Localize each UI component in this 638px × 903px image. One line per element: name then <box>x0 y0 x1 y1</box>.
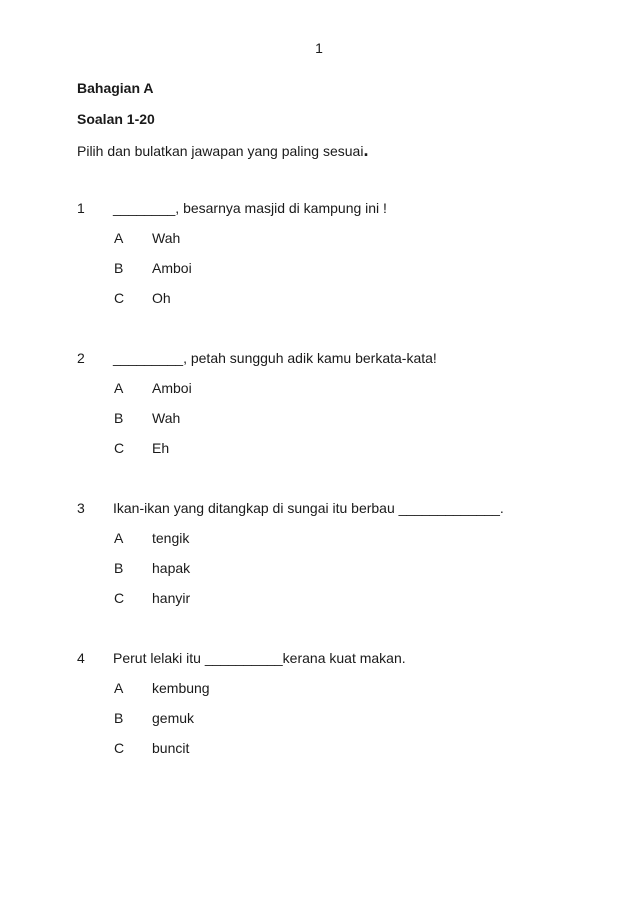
question-text: ________, besarnya masjid di kampung ini ! <box>113 200 387 216</box>
option-c[interactable] <box>77 290 557 310</box>
instruction-text: Pilih dan bulatkan jawapan yang paling sesuai <box>77 143 364 159</box>
question-3 <box>77 500 557 610</box>
option-text: Oh <box>152 290 171 306</box>
option-text: Eh <box>152 440 170 456</box>
option-letter: C <box>114 740 125 756</box>
question-number: 1 <box>77 200 85 216</box>
option-text: Amboi <box>152 380 192 396</box>
question-number: 2 <box>77 350 85 366</box>
option-a[interactable] <box>77 230 557 250</box>
question-text: Perut lelaki itu __________kerana kuat makan. <box>113 650 406 666</box>
instruction <box>77 141 368 159</box>
option-letter: A <box>114 380 124 396</box>
question-1 <box>77 200 557 310</box>
option-text: gemuk <box>152 710 195 726</box>
option-b[interactable] <box>77 410 557 430</box>
question-text: _________, petah sungguh adik kamu berkata-kata! <box>113 350 437 366</box>
option-letter: B <box>114 260 124 276</box>
option-letter: B <box>114 710 124 726</box>
option-b[interactable] <box>77 260 557 280</box>
option-letter: B <box>114 560 124 576</box>
option-a[interactable] <box>77 380 557 400</box>
option-a[interactable] <box>77 530 557 550</box>
option-letter: C <box>114 590 125 606</box>
option-text: Amboi <box>152 260 192 276</box>
option-letter: A <box>114 530 124 546</box>
option-a[interactable] <box>77 680 557 700</box>
option-c[interactable] <box>77 740 557 760</box>
instruction-period: . <box>363 140 369 160</box>
question-number: 3 <box>77 500 85 516</box>
option-c[interactable] <box>77 590 557 610</box>
option-letter: C <box>114 440 125 456</box>
option-text: hanyir <box>152 590 191 606</box>
option-letter: A <box>114 230 124 246</box>
question-2 <box>77 350 557 460</box>
question-4 <box>77 650 557 760</box>
option-text: buncit <box>152 740 190 756</box>
option-letter: B <box>114 410 124 426</box>
question-text: Ikan-ikan yang ditangkap di sungai itu berbau _____________. <box>113 500 504 516</box>
option-text: tengik <box>152 530 190 546</box>
option-text: Wah <box>152 410 181 426</box>
option-letter: C <box>114 290 125 306</box>
option-b[interactable] <box>77 710 557 730</box>
option-letter: A <box>114 680 124 696</box>
page-number: 1 <box>315 40 323 56</box>
option-c[interactable] <box>77 440 557 460</box>
option-text: hapak <box>152 560 191 576</box>
option-text: kembung <box>152 680 210 696</box>
question-number: 4 <box>77 650 85 666</box>
option-text: Wah <box>152 230 181 246</box>
section-subtitle: Soalan 1-20 <box>77 111 155 127</box>
section-title: Bahagian A <box>77 80 154 96</box>
option-b[interactable] <box>77 560 557 580</box>
